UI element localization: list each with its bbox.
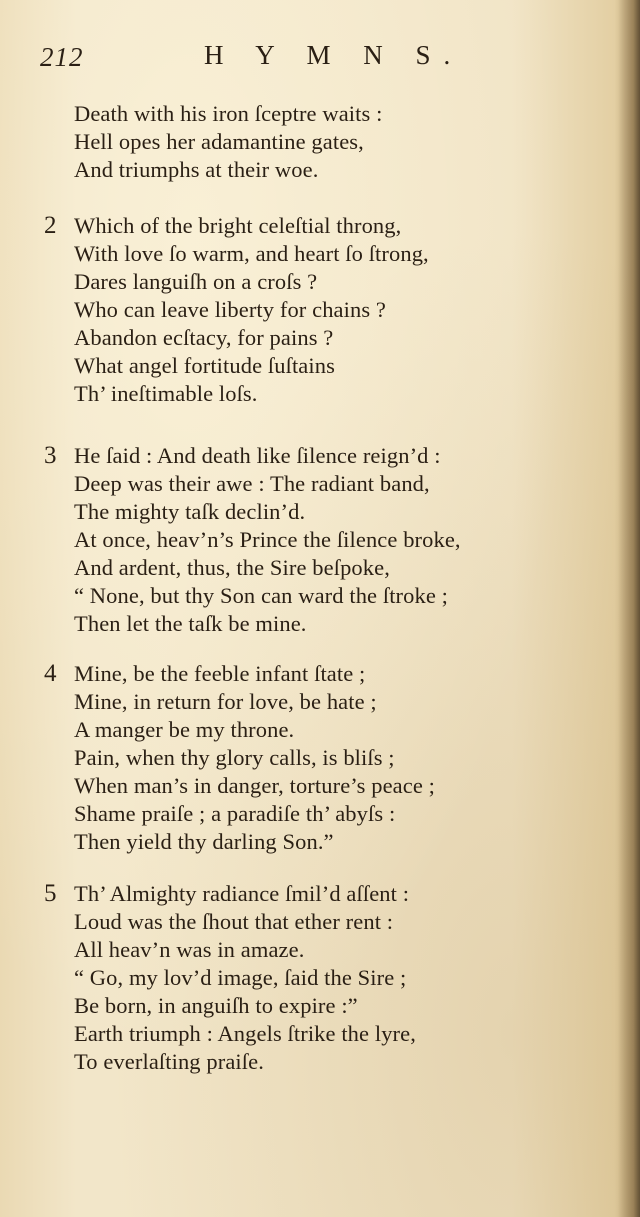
verse-line: And ardent, thus, the Sire beſpoke, [74,555,390,580]
verse-line: A manger be my throne. [74,717,295,742]
verse-line: To everlaſting praiſe. [74,1049,264,1074]
verse-line: Mine, in return for love, be hate ; [74,689,377,714]
stanza-number: 3 [44,442,57,469]
verse-line: Loud was the ſhout that ether rent : [74,909,394,934]
verse-line: “ Go, my lov’d image, ſaid the Sire ; [74,965,407,990]
verse-line: Th’ Almighty radiance ſmil’d aſſent : [74,881,410,906]
page-edge-shadow [618,0,640,1217]
verse-line: Shame praiſe ; a paradiſe th’ abyſs : [74,801,396,826]
verse-line: Death with his iron ſceptre waits : [74,101,383,126]
verse-line: When man’s in danger, torture’s peace ; [74,773,435,798]
verse-line: All heav’n was in amaze. [74,937,305,962]
running-head [40,34,560,74]
stanza-number: 2 [44,212,57,239]
verse-line: At once, heav’n’s Prince the ſilence broke, [74,527,461,552]
page-number: 212 [40,42,84,72]
verse-line: Be born, in anguiſh to expire :” [74,993,358,1018]
verse-line: Who can leave liberty for chains ? [74,297,387,322]
verse-line: Hell opes her adamantine gates, [74,129,364,154]
verse-line: Dares languiſh on a croſs ? [74,269,318,294]
stanza-number: 4 [44,660,57,687]
verse-line: Th’ ineſtimable loſs. [74,381,258,406]
verse-line: The mighty taſk declin’d. [74,499,306,524]
verse-line: Earth triumph : Angels ſtrike the lyre, [74,1021,416,1046]
verse-line: With love ſo warm, and heart ſo ſtrong, [74,241,429,266]
verse-line: Then let the taſk be mine. [74,611,307,636]
verse-line: “ None, but thy Son can ward the ſtroke ; [74,583,449,608]
verse-line: He ſaid : And death like ſilence reign’d : [74,443,441,468]
verse-line: Mine, be the feeble infant ſtate ; [74,661,366,686]
verse-line: And triumphs at their woe. [74,157,319,182]
stanza-number: 5 [44,880,57,907]
verse-line: Pain, when thy glory calls, is bliſs ; [74,745,395,770]
verse-line: Deep was their awe : The radiant band, [74,471,430,496]
verse-line: Which of the bright celeſtial throng, [74,213,402,238]
verse-line: What angel fortitude ſuſtains [74,353,335,378]
verse-line: Then yield thy darling Son.” [74,829,334,854]
page-heading: H Y M N S. [204,40,464,70]
verse-line: Abandon ecſtacy, for pains ? [74,325,334,350]
